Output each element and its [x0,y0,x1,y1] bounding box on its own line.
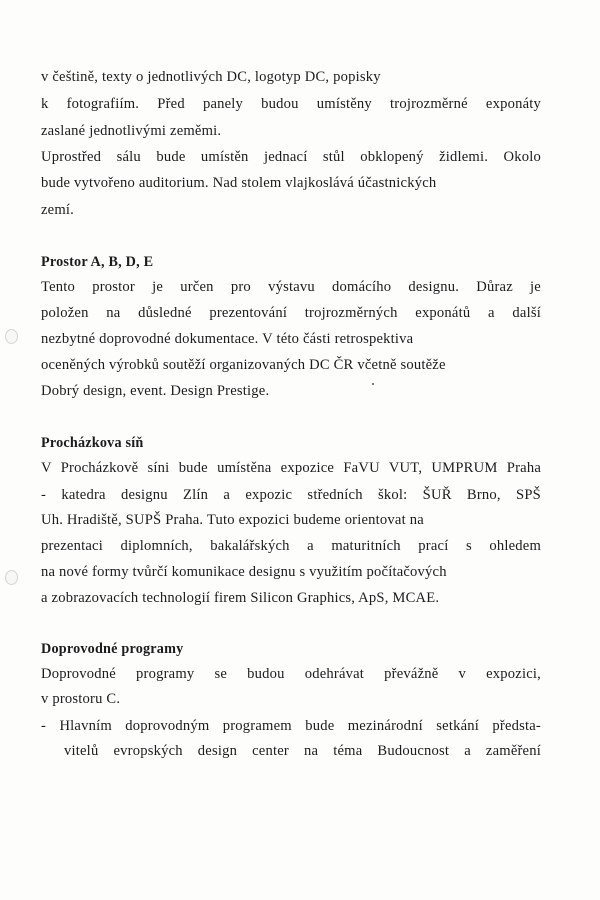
section-heading-programy: Doprovodné programy [41,641,184,657]
text-line: - katedra designu Zlín a expozic středních škol: ŠUŘ Brno, SPŠ [41,487,541,503]
punch-hole-bottom [5,570,18,585]
text-line: Uh. Hradiště, SUPŠ Praha. Tuto expozici budeme orientovat na [41,512,424,528]
text-line: zaslané jednotlivými zeměmi. [41,123,222,139]
text-line: V Procházkově síni bude umístěna expozice FaVU VUT, UMPRUM Praha [41,460,541,476]
ink-speck [372,383,374,385]
section-heading-prochazkova: Procházkova síň [41,435,144,451]
text-line: Doprovodné programy se budou odehrávat převážně v expozici, [41,666,541,682]
text-line: vitelů evropských design center na téma Budoucnost a zaměření [64,743,541,759]
text-line: k fotografiím. Před panely budou umístěny trojrozměrné exponáty [41,96,541,112]
punch-hole-top [5,329,18,344]
text-line: a zobrazovacích technologií firem Silicon Graphics, ApS, MCAE. [41,590,440,606]
text-line: na nové formy tvůrčí komunikace designu s využitím počítačových [41,564,447,580]
text-line: nezbytné doprovodné dokumentace. V této části retrospektiva [41,331,414,347]
text-line: v češtině, texty o jednotlivých DC, logotyp DC, popisky [41,69,381,85]
text-line: - Hlavním doprovodným programem bude mezinárodní setkání předsta- [41,718,541,734]
text-line: položen na důsledné prezentování trojrozměrných exponátů a další [41,305,541,321]
text-line: prezentaci diplomních, bakalářských a maturitních prací s ohledem [41,538,541,554]
text-line: v prostoru C. [41,691,121,707]
text-line: bude vytvořeno auditorium. Nad stolem vlajkoslává účastnických [41,175,437,191]
text-line: Tento prostor je určen pro výstavu domácího designu. Důraz je [41,279,541,295]
section-heading-prostor: Prostor A, B, D, E [41,254,154,270]
text-line: zemí. [41,202,75,218]
text-line: Uprostřed sálu bude umístěn jednací stůl obklopený židlemi. Okolo [41,149,541,165]
text-line: Dobrý design, event. Design Prestige. [41,383,270,399]
text-line: oceněných výrobků soutěží organizovaných DC ČR včetně soutěže [41,357,446,373]
